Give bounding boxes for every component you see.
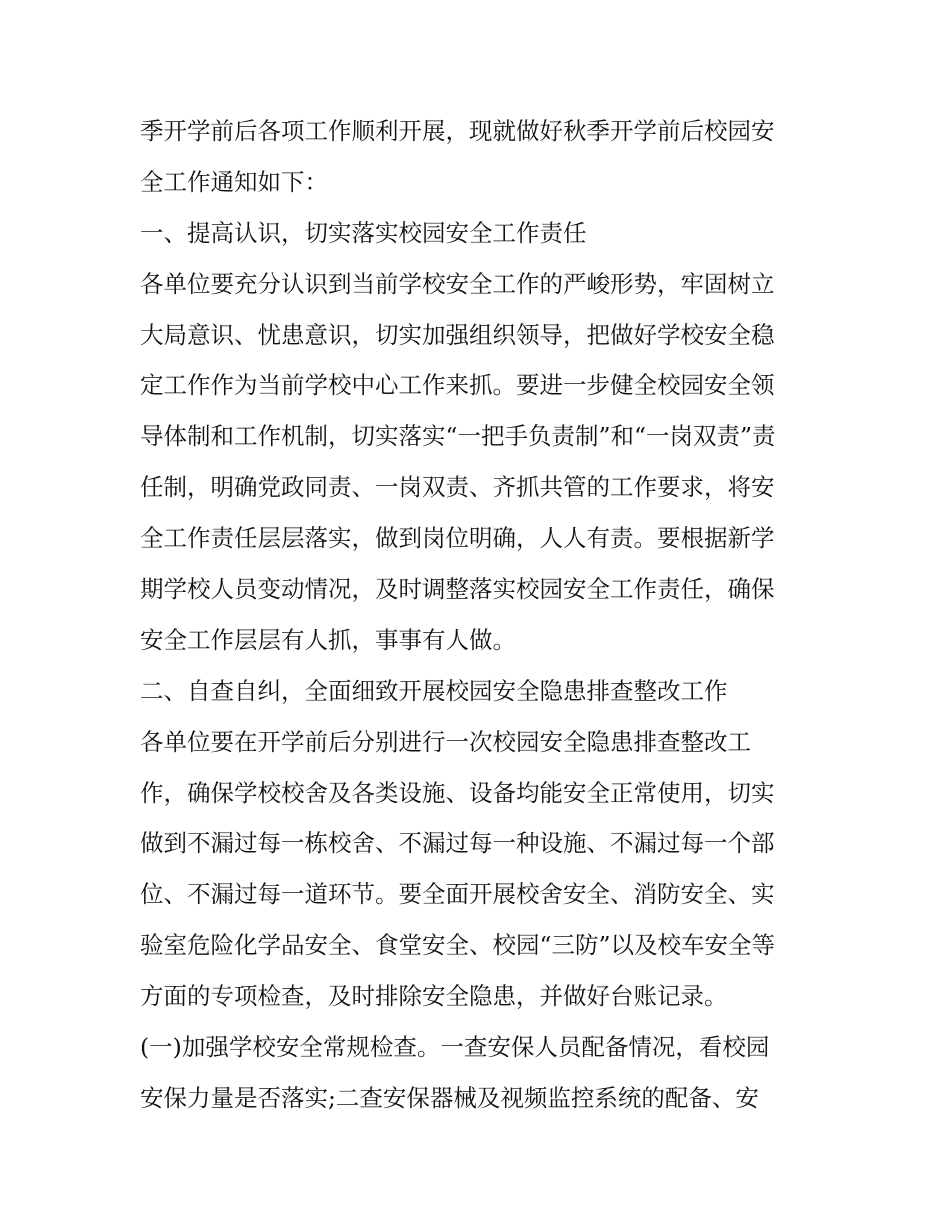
body-text-line: (一)加强学校安全常规检查。一查安保人员配备情况，看校园 (140, 1033, 770, 1062)
body-text-line: 任制，明确党政同责、一岗双责、齐抓共管的工作要求，将安 (140, 473, 775, 502)
document-body (140, 106, 820, 1124)
body-text-line: 定工作作为当前学校中心工作来抓。要进一步健全校园安全领 (140, 371, 775, 400)
body-text-line: 全工作通知如下： (140, 167, 328, 196)
body-text-line: 方面的专项检查，及时排除安全隐患，并做好台账记录。 (140, 982, 728, 1011)
body-text-line: 大局意识、忧患意识，切实加强组织领导，把做好学校安全稳 (140, 320, 775, 349)
body-text-line: 作，确保学校校舍及各类设施、设备均能安全正常使用，切实 (140, 778, 775, 807)
body-text-line: 导体制和工作机制，切实落实“一把手负责制”和“一岗双责”责 (140, 422, 776, 451)
section-heading: 一、提高认识，切实落实校园安全工作责任 (140, 218, 587, 247)
body-text-line: 安全工作层层有人抓，事事有人做。 (140, 625, 516, 654)
body-text-line: 季开学前后各项工作顺利开展，现就做好秋季开学前后校园安 (140, 117, 775, 145)
section-heading: 二、自查自纠，全面细致开展校园安全隐患排查整改工作 (140, 676, 728, 705)
body-text-line: 位、不漏过每一道环节。要全面开展校舍安全、消防安全、实 (140, 880, 775, 909)
body-text-line: 各单位要在开学前后分别进行一次校园安全隐患排查整改工 (140, 727, 751, 756)
body-text-line: 全工作责任层层落实，做到岗位明确，人人有责。要根据新学 (140, 524, 775, 553)
body-text-line: 安保力量是否落实;二查安保器械及视频监控系统的配备、安 (140, 1083, 759, 1112)
body-text-line: 做到不漏过每一栋校舍、不漏过每一种设施、不漏过每一个部 (140, 829, 775, 858)
body-text-line: 验室危险化学品安全、食堂安全、校园“三防”以及校车安全等 (140, 931, 776, 960)
body-text-line: 期学校人员变动情况，及时调整落实校园安全工作责任，确保 (140, 575, 775, 604)
body-text-line: 各单位要充分认识到当前学校安全工作的严峻形势，牢固树立 (140, 269, 775, 298)
